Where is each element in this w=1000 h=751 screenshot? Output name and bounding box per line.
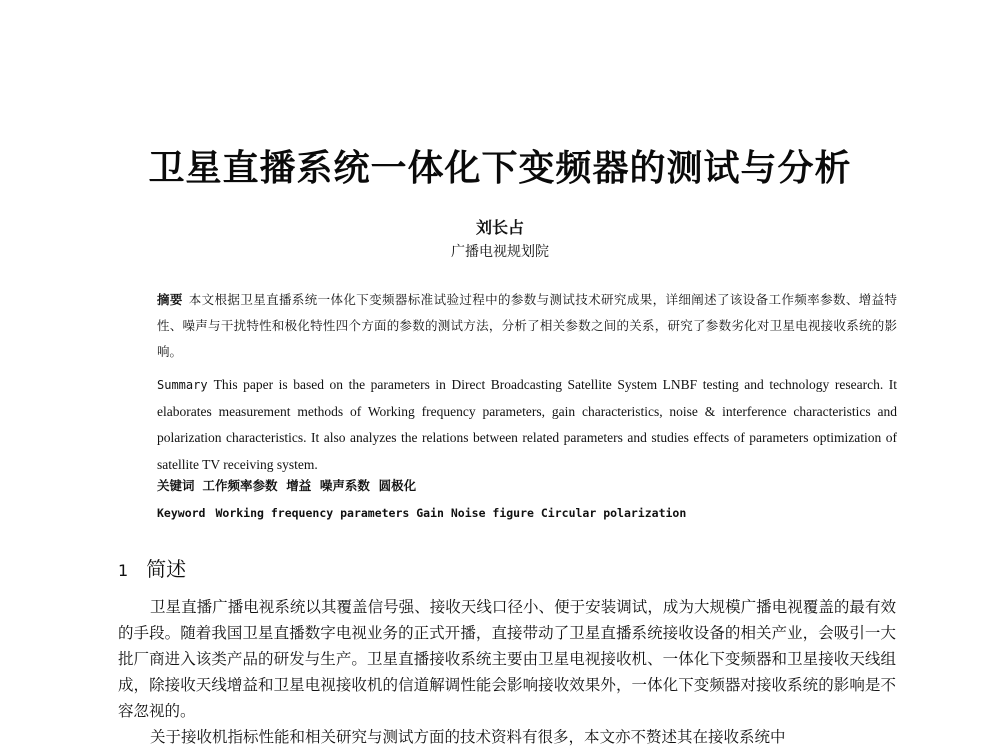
section-title: 简述	[146, 557, 187, 581]
summary-text: This paper is based on the parameters in Direct Broadcasting Satellite System LNBF testing and technology research. It elaborates measurement methods of Working frequency parameters, gain characteristics, noise & interference characteristics and polarization characteristics. It also analyzes the relations between related parameters and studies effects of parameters optimization of satellite TV receiving system.	[157, 377, 897, 472]
keywords-english	[157, 506, 897, 520]
section-heading	[118, 553, 186, 582]
abstract-label: 摘要	[157, 292, 183, 307]
abstract-text: 本文根据卫星直播系统一体化下变频器标准试验过程中的参数与测试技术研究成果，详细阐述了该设备工作频率参数、增益特性、噪声与干扰特性和极化特性四个方面的参数的测试方法，分析了相关参数之间的关系，研究了参数劣化对卫星电视接收系统的影响。	[157, 292, 897, 359]
abstract-chinese	[157, 287, 897, 365]
abstract-english	[157, 372, 897, 478]
author-affiliation: 广播电视规划院	[451, 244, 549, 260]
author-name: 刘长占	[475, 218, 524, 237]
keywords-en-label: Keyword	[157, 506, 206, 520]
summary-label: Summary	[157, 378, 208, 392]
keywords-cn-text: 工作频率参数 增益 噪声系数 圆极化	[202, 478, 417, 493]
body-text	[118, 594, 896, 750]
paper-title: 卫星直播系统一体化下变频器的测试与分析	[148, 148, 852, 189]
paragraph: 关于接收机指标性能和相关研究与测试方面的技术资料有很多，本文亦不赘述其在接收系统中	[150, 728, 786, 746]
keywords-chinese	[157, 476, 897, 494]
keywords-cn-label: 关键词	[157, 478, 195, 493]
section-number: 1	[118, 561, 129, 580]
paragraph: 卫星直播广播电视系统以其覆盖信号强、接收天线口径小、便于安装调试，成为大规模广播电视覆盖的最有效的手段。随着我国卫星直播数字电视业务的正式开播，直接带动了卫星直播系统接收设备的相关产业，会吸引一大批厂商进入该类产品的研发与生产。卫星直播接收系统主要由卫星电视接收机、一体化下变频器和卫星接收天线组成，除接收天线增益和卫星电视接收机的信道解调性能会影响接收效果外，一体化下变频器对接收系统的影响是不容忽视的。	[118, 598, 896, 720]
keywords-en-text: Working frequency parameters Gain Noise figure Circular polarization	[215, 506, 687, 520]
